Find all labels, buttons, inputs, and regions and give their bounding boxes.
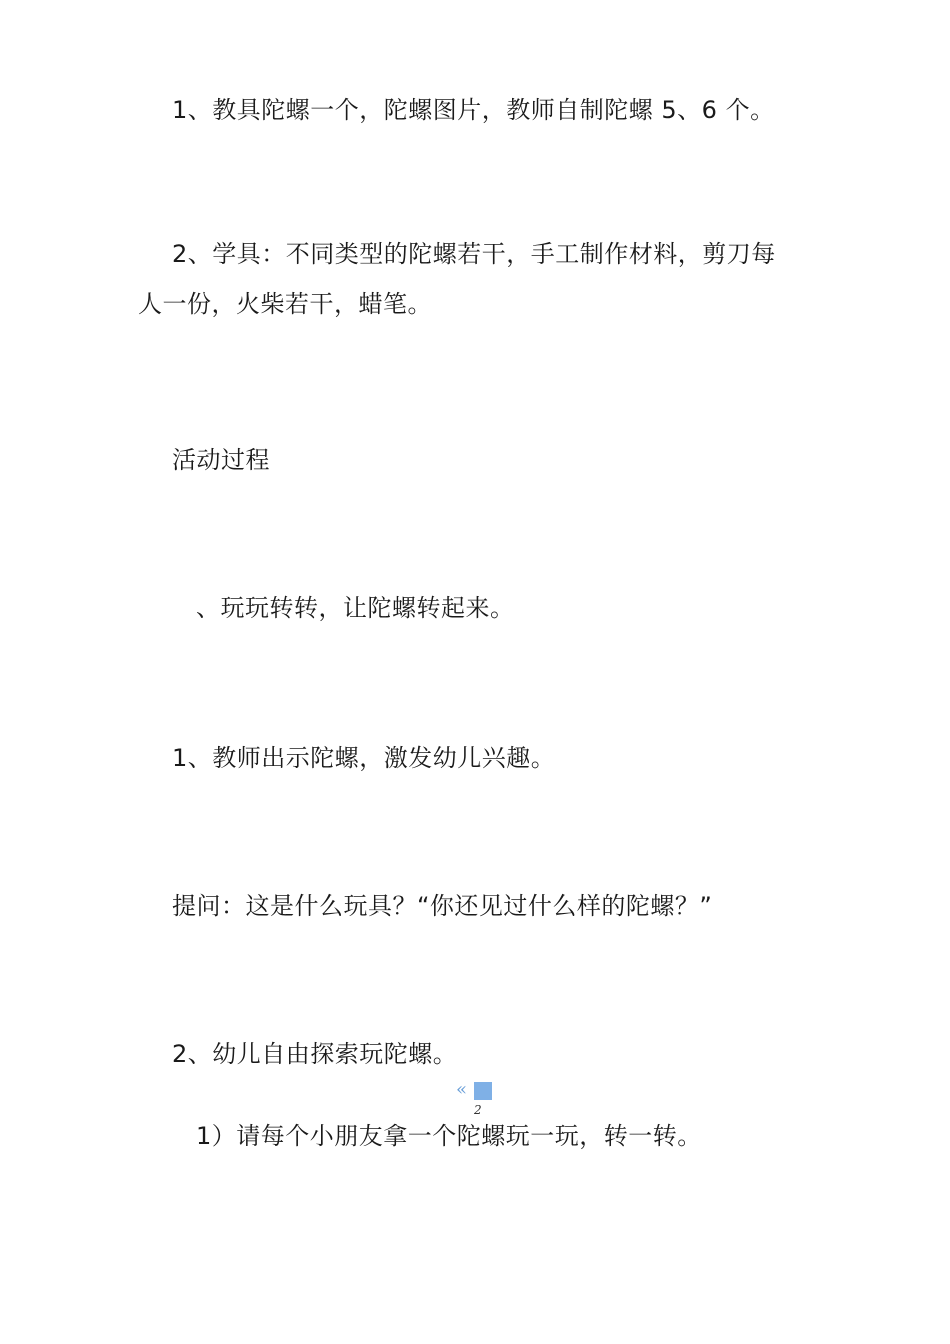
paragraph-each-child-spins: 1）请每个小朋友拿一个陀螺玩一玩，转一转。	[196, 1122, 702, 1150]
square-icon	[474, 1082, 492, 1100]
chevron-left-double-icon: «	[456, 1079, 468, 1100]
paragraph-question: 提问：这是什么玩具？“你还见过什么样的陀螺？”	[172, 892, 713, 920]
paragraph-teacher-shows-top: 1、教师出示陀螺，激发幼儿兴趣。	[172, 744, 556, 772]
paragraph-learning-tools-line2: 人一份，火柴若干，蜡笔。	[138, 290, 432, 318]
paragraph-free-exploration: 2、幼儿自由探索玩陀螺。	[172, 1040, 458, 1068]
page-number: 2	[474, 1103, 482, 1117]
paragraph-learning-tools-line1: 2、学具：不同类型的陀螺若干，手工制作材料，剪刀每	[172, 240, 776, 268]
paragraph-teaching-aids: 1、教具陀螺一个，陀螺图片，教师自制陀螺 5、6 个。	[172, 96, 775, 124]
section-heading-activity-process: 活动过程	[172, 446, 270, 474]
paragraph-play-spin: 、玩玩转转，让陀螺转起来。	[196, 594, 515, 622]
